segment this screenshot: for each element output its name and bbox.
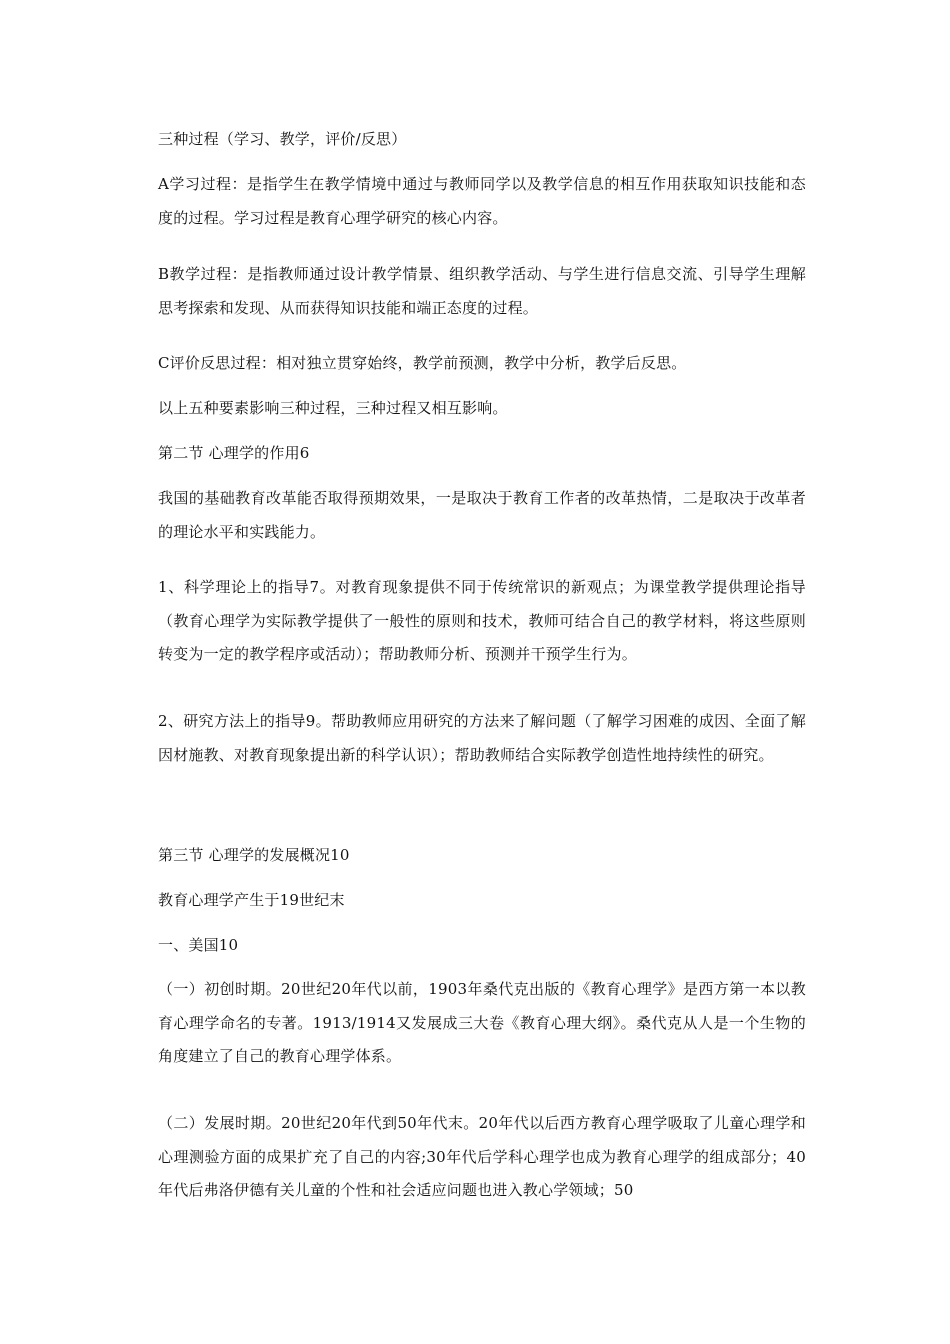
paragraph-summary: 以上五种要素影响三种过程，三种过程又相互影响。: [158, 399, 508, 417]
paragraph-method-guidance: 2、研究方法上的指导9。帮助教师应用研究的方法来了解问题（了解学习困难的成因、全面了解因材施教、对教育现象提出新的科学认识）；帮助教师结合实际教学创造性地持续性的研究。: [158, 712, 806, 764]
paragraph-development-period: （二）发展时期。20世纪20年代到50年代末。20年代以后西方教育心理学吸取了儿童心理学和心理测验方面的成果扩充了自己的内容;30年代后学科心理学也成为教育心理学的组成部分；40年代后弗洛伊德有关儿童的个性和社会适应问题也进入教心学领域；50: [158, 1114, 806, 1199]
heading-three-processes: 三种过程（学习、教学，评价/反思）: [158, 130, 407, 148]
paragraph-theory-guidance: 1、科学理论上的指导7。对教育现象提供不同于传统常识的新观点；为课堂教学提供理论指导（教育心理学为实际教学提供了一般性的原则和技术，教师可结合自己的教学材料，将这些原则转变为一定的教学程序或活动）；帮助教师分析、预测并干预学生行为。: [158, 578, 806, 663]
section-heading-3: 第三节 心理学的发展概况10: [158, 846, 350, 864]
subheading-usa: 一、美国10: [158, 936, 239, 954]
paragraph-teaching-process: B教学过程：是指教师通过设计教学情景、组织教学活动、与学生进行信息交流、引导学生理解思考探索和发现、从而获得知识技能和端正态度的过程。: [158, 265, 806, 317]
paragraph-evaluation-process: C评价反思过程：相对独立贯穿始终，教学前预测，教学中分析，教学后反思。: [158, 354, 687, 372]
paragraph-founding-period: （一）初创时期。20世纪20年代以前，1903年桑代克出版的《教育心理学》是西方第一本以教育心理学命名的专著。1913/1914又发展成三大卷《教育心理大纲》。桑代克从人是一个生物的角度建立了自己的教育心理学体系。: [158, 980, 806, 1065]
paragraph-reform: 我国的基础教育改革能否取得预期效果，一是取决于教育工作者的改革热情，二是取决于改革者的理论水平和实践能力。: [158, 489, 806, 541]
paragraph-origin: 教育心理学产生于19世纪末: [158, 891, 345, 909]
paragraph-learning-process: A学习过程：是指学生在教学情境中通过与教师同学以及教学信息的相互作用获取知识技能和态度的过程。学习过程是教育心理学研究的核心内容。: [158, 175, 806, 227]
section-heading-2: 第二节 心理学的作用6: [158, 444, 310, 462]
